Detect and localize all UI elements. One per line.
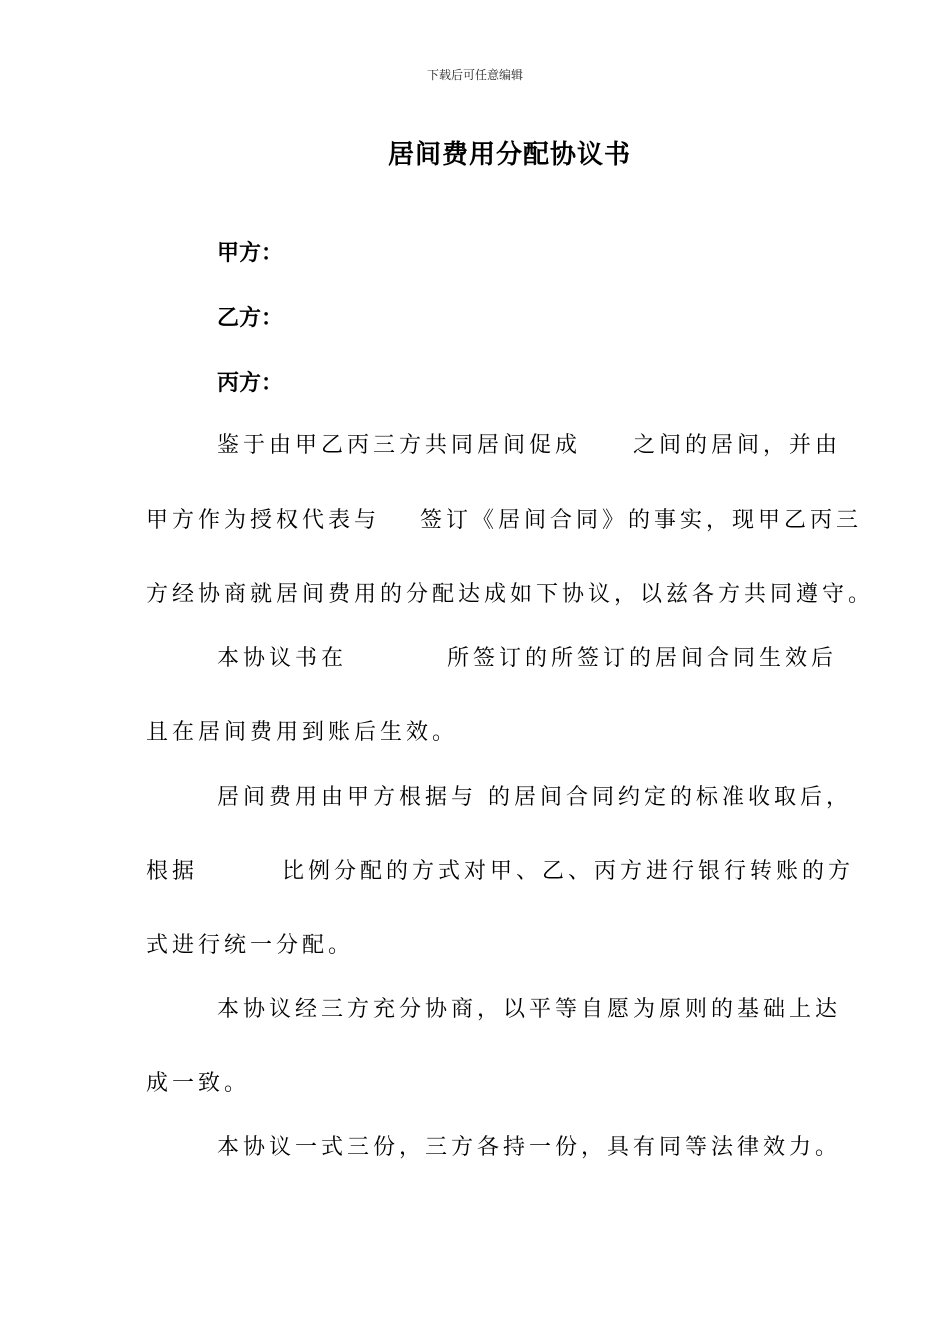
- paragraph-3-line-2: [146, 854, 854, 885]
- paragraph-3-line-2-start: 根据: [146, 859, 199, 884]
- paragraph-1-line-2-end: 签订《居间合同》的事实，现甲乙丙三: [420, 508, 863, 533]
- paragraph-1-line-2-start: 甲方作为授权代表与: [146, 508, 381, 533]
- party-b-label: 乙方：: [217, 305, 284, 331]
- paragraph-1-line-3: 方经协商就居间费用的分配达成如下协议，以兹各方共同遵守。: [146, 582, 875, 607]
- paragraph-1-line-2: [146, 503, 862, 534]
- document-title: 居间费用分配协议书: [388, 140, 632, 170]
- paragraph-1-line-1-end: 之间的居间，并由: [633, 433, 842, 458]
- paragraph-3-line-1: 居间费用由甲方根据与 的居间合同约定的标准收取后，: [217, 785, 852, 810]
- paragraph-2-line-2: 且在居间费用到账后生效。: [146, 720, 459, 745]
- paragraph-3-line-3: 式进行统一分配。: [146, 933, 355, 958]
- paragraph-3-line-2-end: 比例分配的方式对甲、乙、丙方进行银行转账的方: [282, 859, 855, 884]
- paragraph-2-line-1-end: 所签订的所签订的居间合同生效后: [447, 646, 838, 671]
- party-c-label: 丙方：: [217, 370, 284, 396]
- paragraph-4-line-2: 成一致。: [146, 1071, 251, 1096]
- paragraph-4-line-1: 本协议经三方充分协商，以平等自愿为原则的基础上达: [217, 997, 842, 1022]
- paragraph-5-line-1: 本协议一式三份，三方各持一份，具有同等法律效力。: [217, 1135, 842, 1160]
- paragraph-1-line-1: [217, 428, 841, 459]
- paragraph-2-line-1: [217, 641, 837, 672]
- party-a-label: 甲方：: [217, 240, 284, 266]
- paragraph-2-line-1-start: 本协议书在: [217, 646, 348, 671]
- paragraph-1-line-1-start: 鉴于由甲乙丙三方共同居间促成: [217, 433, 582, 458]
- header-note: 下载后可任意编辑: [426, 68, 523, 82]
